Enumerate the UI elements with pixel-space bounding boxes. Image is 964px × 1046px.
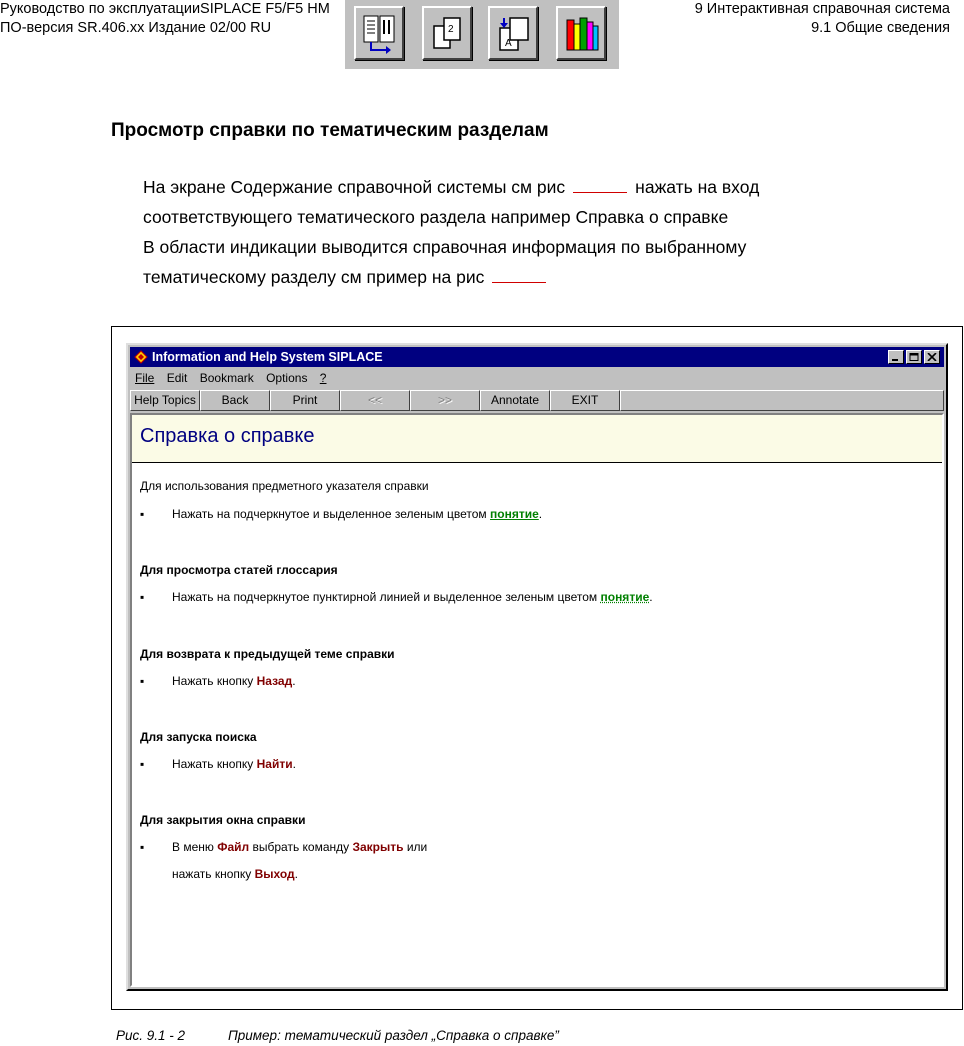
bullet: ▪ — [140, 507, 145, 521]
command-term: Назад — [256, 674, 293, 688]
intro-paragraph — [143, 172, 903, 292]
maximize-button[interactable] — [906, 350, 922, 364]
exit-button[interactable]: EXIT — [550, 390, 620, 411]
contents-icon — [362, 14, 398, 54]
list-text: Нажать кнопку — [172, 674, 257, 688]
menu-bookmark[interactable]: Bookmark — [199, 371, 254, 385]
intro-line: соответствующего тематического раздела например Справка о справке — [143, 207, 729, 227]
punctuation: . — [292, 674, 296, 688]
intro-text: тематическому разделу см пример на рис — [143, 267, 485, 287]
close-icon — [927, 353, 937, 361]
library-button[interactable] — [556, 6, 606, 60]
list-item-continuation — [172, 867, 298, 881]
section-heading: Просмотр справки по тематическим разделам — [111, 120, 549, 141]
browse-previous-button[interactable]: << — [340, 390, 410, 411]
list-text: нажать кнопку — [172, 867, 255, 881]
page-button[interactable] — [422, 6, 472, 60]
list-item — [172, 674, 296, 688]
paragraph-text: Для использования предметного указателя справки — [140, 479, 429, 493]
help-window — [126, 343, 948, 991]
command-term: Файл — [217, 840, 250, 854]
figure-caption — [116, 1028, 559, 1043]
index-term-link[interactable]: понятие — [490, 507, 539, 521]
menu-edit[interactable]: Edit — [166, 371, 188, 385]
back-button[interactable]: Back — [200, 390, 270, 411]
chapter-title: 9 Интерактивная справочная система — [694, 1, 950, 17]
command-term: Закрыть — [352, 840, 404, 854]
menu-file[interactable]: File — [135, 371, 155, 385]
topic-banner — [132, 415, 942, 463]
figure-reference-blank — [492, 269, 546, 283]
manual-title: Руководство по эксплуатацииSIPLACE F5/F5 HM — [0, 1, 330, 17]
bullet: ▪ — [140, 840, 145, 854]
intro-text: На экране Содержание справочной системы см рис — [143, 177, 566, 197]
intro-line — [143, 172, 903, 202]
help-toolbar — [130, 389, 944, 412]
minimize-button[interactable] — [888, 350, 904, 364]
punctuation: . — [292, 757, 296, 771]
list-item — [172, 757, 296, 771]
punctuation: . — [649, 590, 653, 604]
browse-next-button[interactable]: >> — [410, 390, 480, 411]
paragraph-heading: Для возврата к предыдущей теме справки — [140, 647, 395, 661]
library-books-icon — [564, 14, 600, 54]
command-term: Выход — [254, 867, 295, 881]
menu-help[interactable]: ? — [319, 371, 327, 385]
list-item — [172, 590, 653, 604]
intro-line — [143, 262, 903, 292]
menu-options[interactable]: Options — [266, 371, 308, 385]
document-header-right — [695, 0, 950, 38]
window-title: Information and Help System SIPLACE — [152, 350, 383, 364]
list-text: Нажать на подчеркнутое и выделенное зеленым цветом — [172, 507, 491, 521]
menu-bar — [130, 368, 944, 388]
svg-text:2: 2 — [448, 24, 454, 35]
list-text: В меню — [172, 840, 218, 854]
list-text: или — [403, 840, 428, 854]
topic-title: Справка о справке — [140, 425, 315, 447]
caption-text: Пример: тематический раздел „Справка о справке” — [228, 1028, 559, 1043]
list-text: Нажать на подчеркнутое пунктирной линией и выделенное зеленым цветом — [172, 590, 601, 604]
punctuation: . — [538, 507, 543, 521]
page-icon — [430, 14, 466, 54]
help-content-area[interactable] — [130, 413, 944, 987]
index-search-icon — [496, 14, 532, 54]
command-term: Найти — [256, 757, 293, 771]
list-text: Нажать кнопку — [172, 757, 257, 771]
figure-frame — [111, 326, 963, 1010]
punctuation: . — [294, 867, 299, 881]
software-version: ПО-версия SR.406.xx Издание 02/00 RU — [0, 20, 272, 36]
navigation-bar — [345, 0, 619, 69]
window-titlebar[interactable] — [130, 347, 944, 367]
minimize-icon — [891, 353, 901, 361]
intro-line: В области индикации выводится справочная информация по выбранному — [143, 237, 747, 257]
annotate-button[interactable]: Annotate — [480, 390, 550, 411]
glossary-term-link[interactable]: понятие — [600, 590, 650, 604]
help-book-icon — [134, 350, 148, 364]
list-item — [172, 507, 542, 521]
section-title: 9.1 Общие сведения — [811, 20, 950, 36]
figure-reference-blank — [573, 179, 627, 193]
paragraph-heading: Для закрытия окна справки — [140, 813, 306, 827]
help-topics-button[interactable]: Help Topics — [130, 390, 200, 411]
bullet: ▪ — [140, 757, 145, 771]
paragraph-heading: Для запуска поиска — [140, 730, 257, 744]
bullet: ▪ — [140, 674, 145, 688]
close-button[interactable] — [924, 350, 940, 364]
list-text: выбрать команду — [249, 840, 353, 854]
paragraph-heading: Для просмотра статей глоссария — [140, 563, 338, 577]
maximize-icon — [909, 353, 919, 361]
svg-text:A: A — [505, 38, 512, 49]
print-button[interactable]: Print — [270, 390, 340, 411]
document-header-left — [0, 0, 330, 38]
contents-button[interactable] — [354, 6, 404, 60]
toolbar-filler — [620, 390, 944, 411]
bullet: ▪ — [140, 590, 145, 604]
index-button[interactable] — [488, 6, 538, 60]
list-item — [172, 840, 427, 854]
figure-number: Рис. 9.1 - 2 — [116, 1028, 186, 1043]
intro-text: нажать на вход — [635, 177, 760, 197]
